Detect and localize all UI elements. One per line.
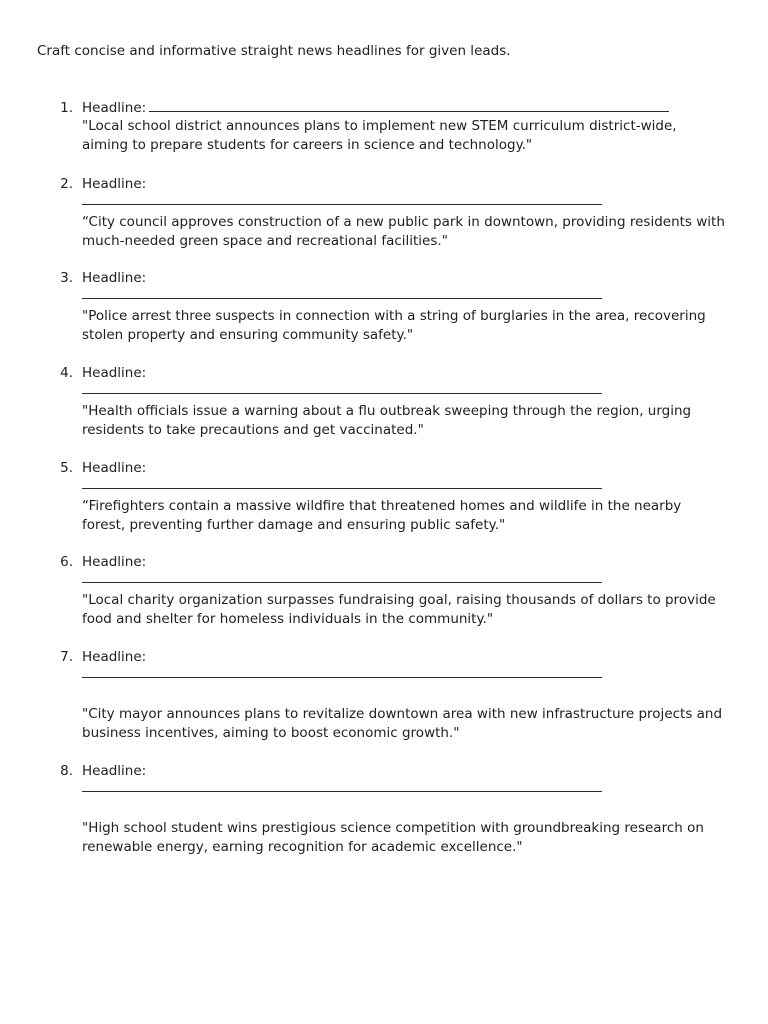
item-number: 7. xyxy=(60,649,73,665)
item-number: 3. xyxy=(60,270,73,286)
item-number: 1. xyxy=(60,100,73,116)
headline-answer-line[interactable] xyxy=(82,488,602,489)
headline-label: Headline: xyxy=(82,176,147,192)
lead-text: "High school student wins prestigious science competition with groundbreaking research on renewable energy, earning recognition for academic excellence." xyxy=(82,820,704,855)
headline-label: Headline: xyxy=(82,649,147,665)
item-content xyxy=(82,269,725,345)
item-number: 6. xyxy=(60,554,73,570)
lead-text: "Local charity organization surpasses fundraising goal, raising thousands of dollars to provide food and shelter for homeless individuals in the community." xyxy=(82,592,716,627)
lead-text: "Police arrest three suspects in connection with a string of burglaries in the area, recovering stolen property and ensuring community safety." xyxy=(82,308,706,343)
headline-answer-line[interactable] xyxy=(82,204,602,205)
item-content xyxy=(82,762,725,857)
lead-text: "City mayor announces plans to revitalize downtown area with new infrastructure projects and business incentives, aiming to boost economic growth." xyxy=(82,706,723,741)
item-content xyxy=(82,99,725,155)
headline-label: Headline: xyxy=(82,554,147,570)
item-content xyxy=(82,175,725,251)
headline-answer-line[interactable] xyxy=(82,582,602,583)
headline-label: Headline: xyxy=(82,270,147,286)
headline-label: Headline: xyxy=(82,100,147,116)
item-content xyxy=(82,648,725,743)
instructions-text: Craft concise and informative straight news headlines for given leads. xyxy=(37,43,511,59)
item-content xyxy=(82,364,725,440)
item-content xyxy=(82,553,725,629)
headline-answer-line[interactable] xyxy=(82,677,602,678)
lead-text: "Local school district announces plans to implement new STEM curriculum district-wide, aiming to prepare students for careers in science and technology." xyxy=(82,118,677,153)
item-content xyxy=(82,459,725,535)
headline-answer-line[interactable] xyxy=(82,393,602,394)
headline-answer-line[interactable] xyxy=(149,99,669,112)
lead-text: “City council approves construction of a new public park in downtown, providing residents with much-needed green space and recreational facilities." xyxy=(82,214,725,249)
item-number: 2. xyxy=(60,176,73,192)
headline-label: Headline: xyxy=(82,365,147,381)
headline-answer-line[interactable] xyxy=(82,298,602,299)
headline-label: Headline: xyxy=(82,460,147,476)
headline-label-row xyxy=(82,99,725,117)
item-number: 5. xyxy=(60,460,73,476)
headline-label: Headline: xyxy=(82,763,147,779)
lead-text: “Firefighters contain a massive wildfire that threatened homes and wildlife in the nearby forest, preventing further damage and ensuring public safety." xyxy=(82,498,682,533)
headline-answer-line[interactable] xyxy=(82,791,602,792)
item-number: 8. xyxy=(60,763,73,779)
lead-text: "Health officials issue a warning about a flu outbreak sweeping through the region, urging residents to take precautions and get vaccinated." xyxy=(82,403,692,438)
item-number: 4. xyxy=(60,365,73,381)
